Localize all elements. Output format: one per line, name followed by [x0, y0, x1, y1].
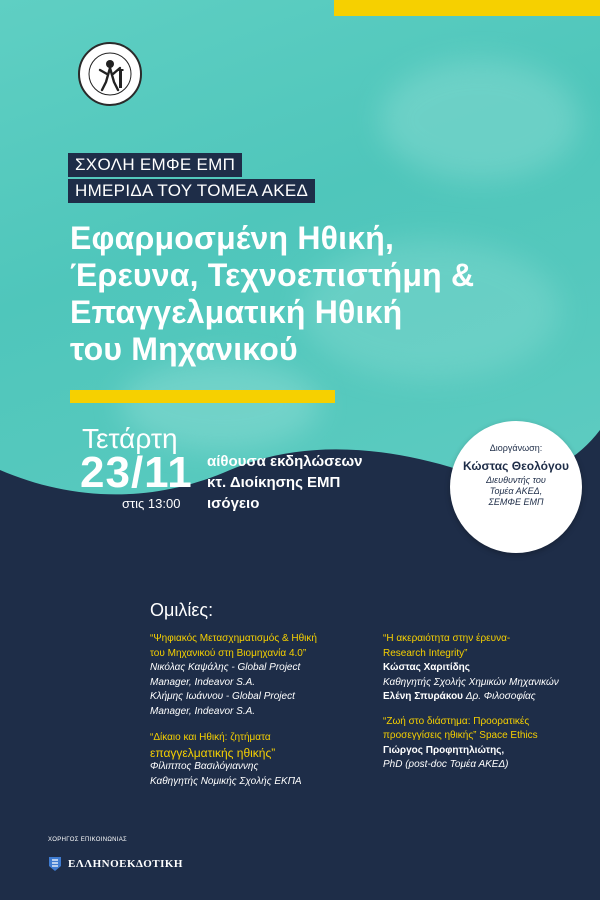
talk-item: [383, 715, 598, 773]
sponsor-label: ΧΟΡΗΓΟΣ ΕΠΙΚΟΙΝΩΝΙΑΣ: [48, 837, 128, 843]
speaker-role: Καθηγητής Σχολής Χημικών Μηχανικών: [383, 676, 559, 688]
talks-column-right: [383, 632, 598, 773]
speaker-role: Global Project: [232, 691, 295, 702]
talks-column-left: [150, 632, 360, 789]
sponsor-emblem-icon: [48, 856, 62, 872]
event-time: στις 13:00: [122, 496, 181, 511]
talk-title: του Μηχανικού στη Βιομηχανία 4.0”: [150, 647, 307, 659]
speaker-name: Νικόλας Καψάλης -: [150, 662, 235, 673]
title-underline: [70, 390, 335, 403]
talk-title-english: Space Ethics: [479, 730, 538, 741]
speaker-role: Δρ. Φιλοσοφίας: [465, 691, 536, 702]
event-date: 23/11: [80, 448, 193, 497]
sponsor-name: ΕΛΛΗΝΟΕΚΔΟΤΙΚΗ: [68, 858, 183, 870]
talk-title: “Ζωή στο διάστημα: Προορατικές: [383, 715, 530, 727]
organizer-role: [450, 475, 582, 508]
talks-heading: Ομιλίες:: [150, 600, 214, 620]
event-title: [70, 220, 590, 368]
seal-emblem-icon: [80, 44, 140, 104]
talk-title: επαγγελματικής ηθικής”: [150, 745, 276, 760]
speaker-role: PhD (post-doc Τομέα ΑΚΕΔ): [383, 759, 509, 770]
title-line: του Μηχανικού: [70, 331, 298, 367]
speaker-name: Ελένη Σπυράκου: [383, 691, 464, 702]
speaker-line: [150, 661, 360, 676]
venue-line: αίθουσα εκδηλώσεων: [207, 453, 363, 470]
school-label: ΣΧΟΛΗ ΕΜΦΕ ΕΜΠ: [68, 153, 242, 177]
talk-title: Research Integrity”: [383, 647, 468, 659]
talk-title: “Ψηφιακός Μετασχηματισμός & Ηθική: [150, 633, 317, 644]
talk-title: “Η ακεραιότητα στην έρευνα-: [383, 633, 511, 644]
organizer-name: Κώστας Θεολόγου: [463, 459, 569, 473]
speaker-role: Manager, Indeavor S.A.: [150, 676, 256, 688]
title-line: Έρευνα, Τεχνοεπιστήμη &: [70, 257, 475, 293]
talk-title: “Δίκαιο και Ηθική: ζητήματα: [150, 732, 271, 743]
speaker-line: [150, 690, 360, 705]
speaker-role: Manager, Indeavor S.A.: [150, 705, 256, 717]
title-line: Εφαρμοσμένη Ηθική,: [70, 220, 395, 256]
organizer-role-line: ΣΕΜΦΕ ΕΜΠ: [488, 497, 544, 507]
speaker-name: Κώστας Χαριτίδης: [383, 662, 470, 673]
sponsor-logo: [48, 854, 183, 874]
speaker-name: Γιώργος Προφητηλιώτης,: [383, 744, 505, 756]
speaker-name: Κλήμης Ιωάννου -: [150, 691, 230, 702]
talk-item: [383, 632, 598, 705]
organizer-role-line: Τομέα ΑΚΕΔ,: [489, 486, 543, 496]
speaker-role: Καθηγητής Νομικής Σχολής ΕΚΠΑ: [150, 775, 302, 787]
organizer-badge: [450, 421, 582, 553]
organizer-role-line: Διευθυντής του: [486, 475, 546, 485]
talk-item: [150, 731, 360, 789]
event-day: Τετάρτη: [82, 423, 178, 454]
speaker-line: [383, 690, 598, 705]
university-seal-logo: [78, 42, 142, 106]
venue-line: ισόγειο: [207, 495, 260, 512]
venue-line: κτ. Διοίκησης ΕΜΠ: [207, 474, 341, 491]
title-line: Επαγγελματική Ηθική: [70, 294, 403, 330]
top-accent-bar: [334, 0, 600, 16]
event-type-label: ΗΜΕΡΙΔΑ ΤΟΥ ΤΟΜΕΑ ΑΚΕΔ: [68, 179, 315, 203]
speaker-role: Global Project: [237, 662, 301, 673]
organizer-label: Διοργάνωση:: [489, 443, 543, 453]
talk-item: [150, 632, 360, 719]
speaker-name: Φίλιππος Βασιλόγιαννης: [150, 761, 259, 772]
talk-title: προσεγγίσεις ηθικής”: [383, 730, 477, 741]
event-venue: [207, 451, 363, 514]
talk-title-line: [383, 729, 598, 744]
